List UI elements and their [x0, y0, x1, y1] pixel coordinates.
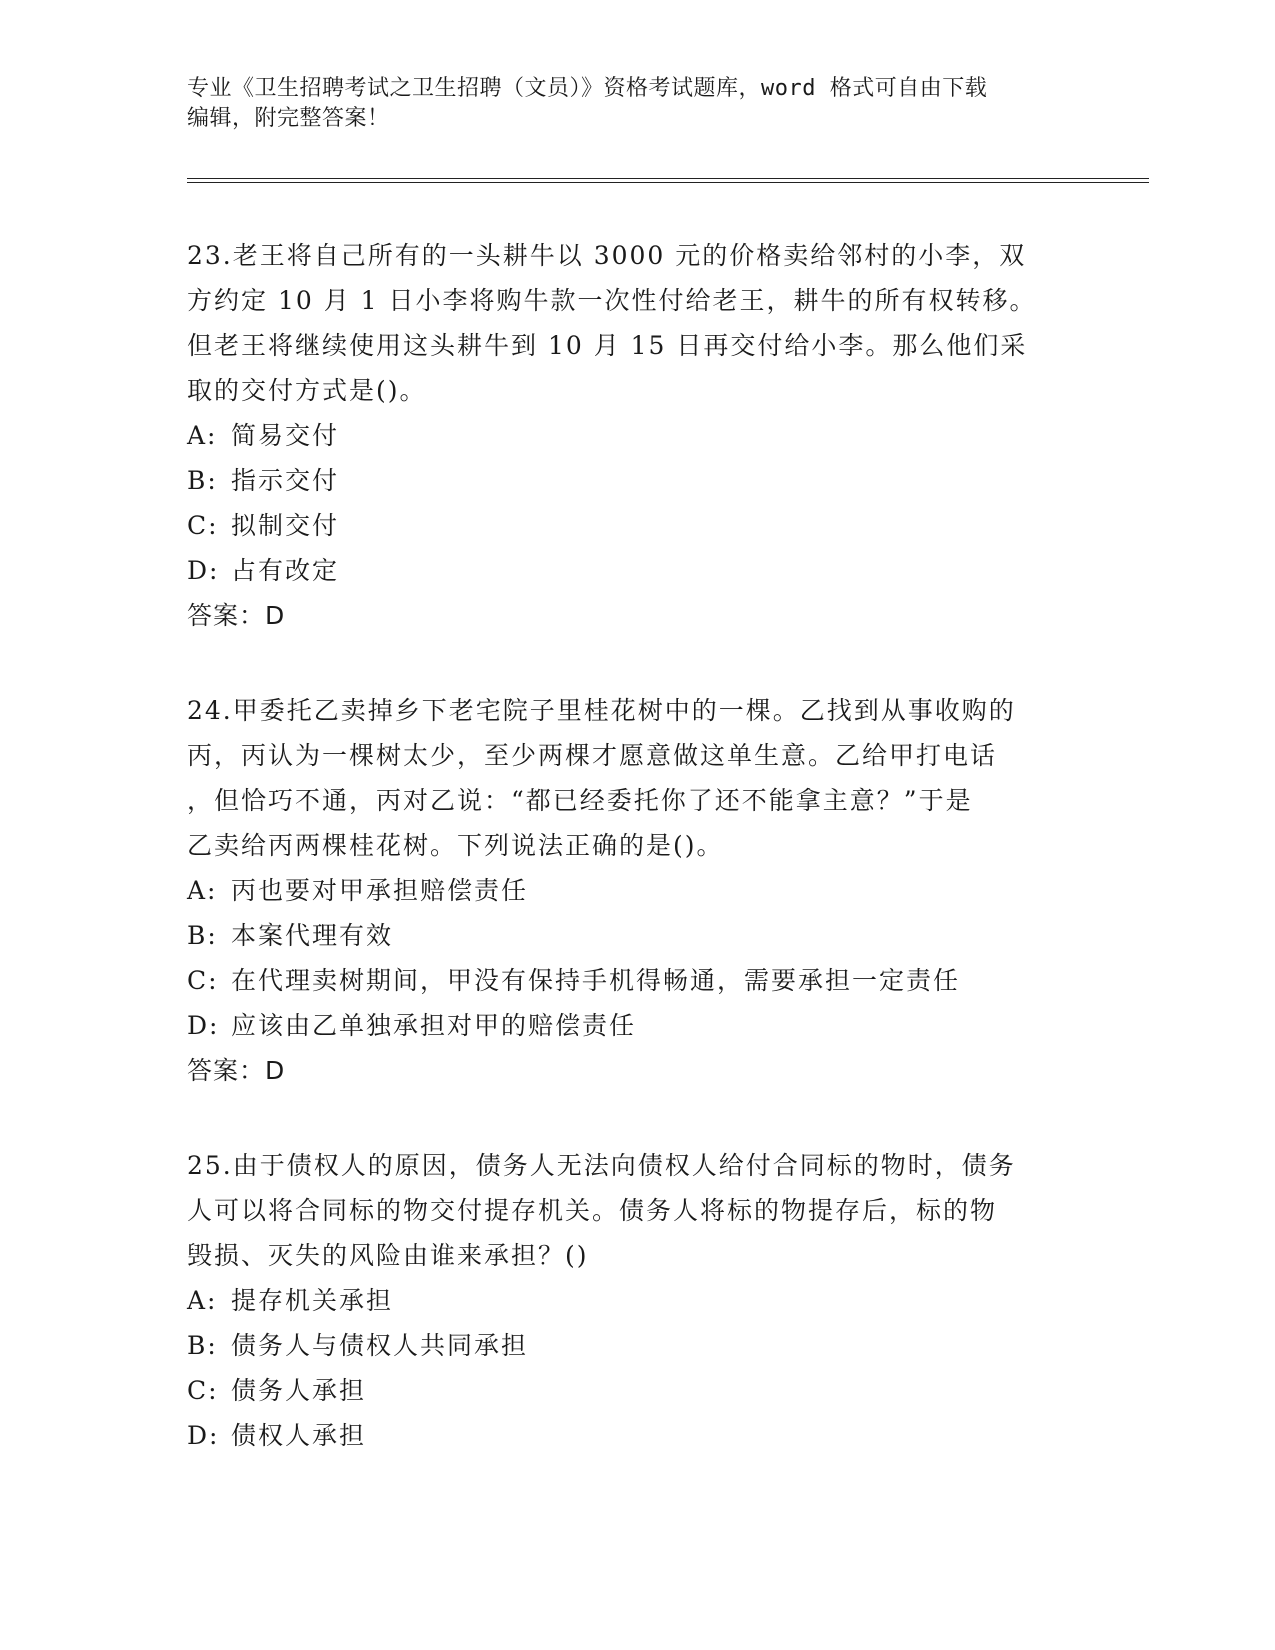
- option-text: 应该由乙单独承担对甲的赔偿责任: [231, 1011, 637, 1040]
- option-letter: B:: [187, 1331, 218, 1360]
- option-a: [187, 868, 1087, 913]
- option-b: [187, 458, 1087, 503]
- option-letter: D:: [187, 556, 220, 585]
- answer-line: 答案：D: [187, 601, 286, 630]
- question-stem-line: 乙卖给丙两棵桂花树。下列说法正确的是()。: [187, 831, 724, 860]
- option-c: [187, 958, 1087, 1003]
- question-24: [187, 688, 1087, 1093]
- option-d: [187, 1003, 1087, 1048]
- option-d: [187, 1413, 1087, 1458]
- option-letter: C:: [187, 1376, 219, 1405]
- option-letter: A:: [187, 421, 218, 450]
- option-text: 本案代理有效: [231, 921, 394, 950]
- option-text: 指示交付: [231, 466, 340, 495]
- question-stem-line: 25.由于债权人的原因，债务人无法向债权人给付合同标的物时，债务: [187, 1151, 1016, 1180]
- header-divider-top: [187, 178, 1149, 179]
- question-stem-line: 方约定 10 月 1 日小李将购牛款一次性付给老王，耕牛的所有权转移。: [187, 286, 1037, 315]
- option-letter: D:: [187, 1011, 220, 1040]
- option-text: 在代理卖树期间，甲没有保持手机得畅通，需要承担一定责任: [231, 966, 961, 995]
- header-divider-bottom: [187, 182, 1149, 183]
- option-letter: A:: [187, 1286, 218, 1315]
- question-23: [187, 233, 1087, 638]
- option-text: 占有改定: [231, 556, 340, 585]
- document-header: 专业《卫生招聘考试之卫生招聘（文员）》资格考试题库，word 格式可自由下载 编辑，附完整答案！: [187, 76, 988, 131]
- answer-line: 答案：D: [187, 1056, 286, 1085]
- option-b: [187, 1323, 1087, 1368]
- option-c: [187, 1368, 1087, 1413]
- option-a: [187, 1278, 1087, 1323]
- option-letter: C:: [187, 511, 219, 540]
- option-text: 债权人承担: [231, 1421, 367, 1450]
- option-letter: D:: [187, 1421, 220, 1450]
- option-text: 拟制交付: [231, 511, 340, 540]
- question-stem-line: 24.甲委托乙卖掉乡下老宅院子里桂花树中的一棵。乙找到从事收购的: [187, 696, 1016, 725]
- question-stem-line: 毁损、灭失的风险由谁来承担？(): [187, 1241, 589, 1270]
- option-text: 债务人与债权人共同承担: [231, 1331, 529, 1360]
- option-text: 丙也要对甲承担赔偿责任: [231, 876, 529, 905]
- option-letter: B:: [187, 921, 218, 950]
- option-c: [187, 503, 1087, 548]
- option-letter: A:: [187, 876, 218, 905]
- question-stem-line: 丙，丙认为一棵树太少，至少两棵才愿意做这单生意。乙给甲打电话: [187, 741, 998, 770]
- question-stem-line: 23.老王将自己所有的一头耕牛以 3000 元的价格卖给邻村的小李，双: [187, 241, 1027, 270]
- option-b: [187, 913, 1087, 958]
- option-a: [187, 413, 1087, 458]
- option-letter: B:: [187, 466, 218, 495]
- option-text: 债务人承担: [231, 1376, 367, 1405]
- option-text: 简易交付: [231, 421, 340, 450]
- question-stem-line: 取的交付方式是()。: [187, 376, 427, 405]
- option-text: 提存机关承担: [231, 1286, 394, 1315]
- question-25: [187, 1143, 1087, 1458]
- question-stem-line: 但老王将继续使用这头耕牛到 10 月 15 日再交付给小李。那么他们采: [187, 331, 1028, 360]
- question-stem-line: ，但恰巧不通，丙对乙说：“都已经委托你了还不能拿主意？”于是: [187, 786, 973, 815]
- option-letter: C:: [187, 966, 219, 995]
- option-d: [187, 548, 1087, 593]
- question-stem-line: 人可以将合同标的物交付提存机关。债务人将标的物提存后，标的物: [187, 1196, 998, 1225]
